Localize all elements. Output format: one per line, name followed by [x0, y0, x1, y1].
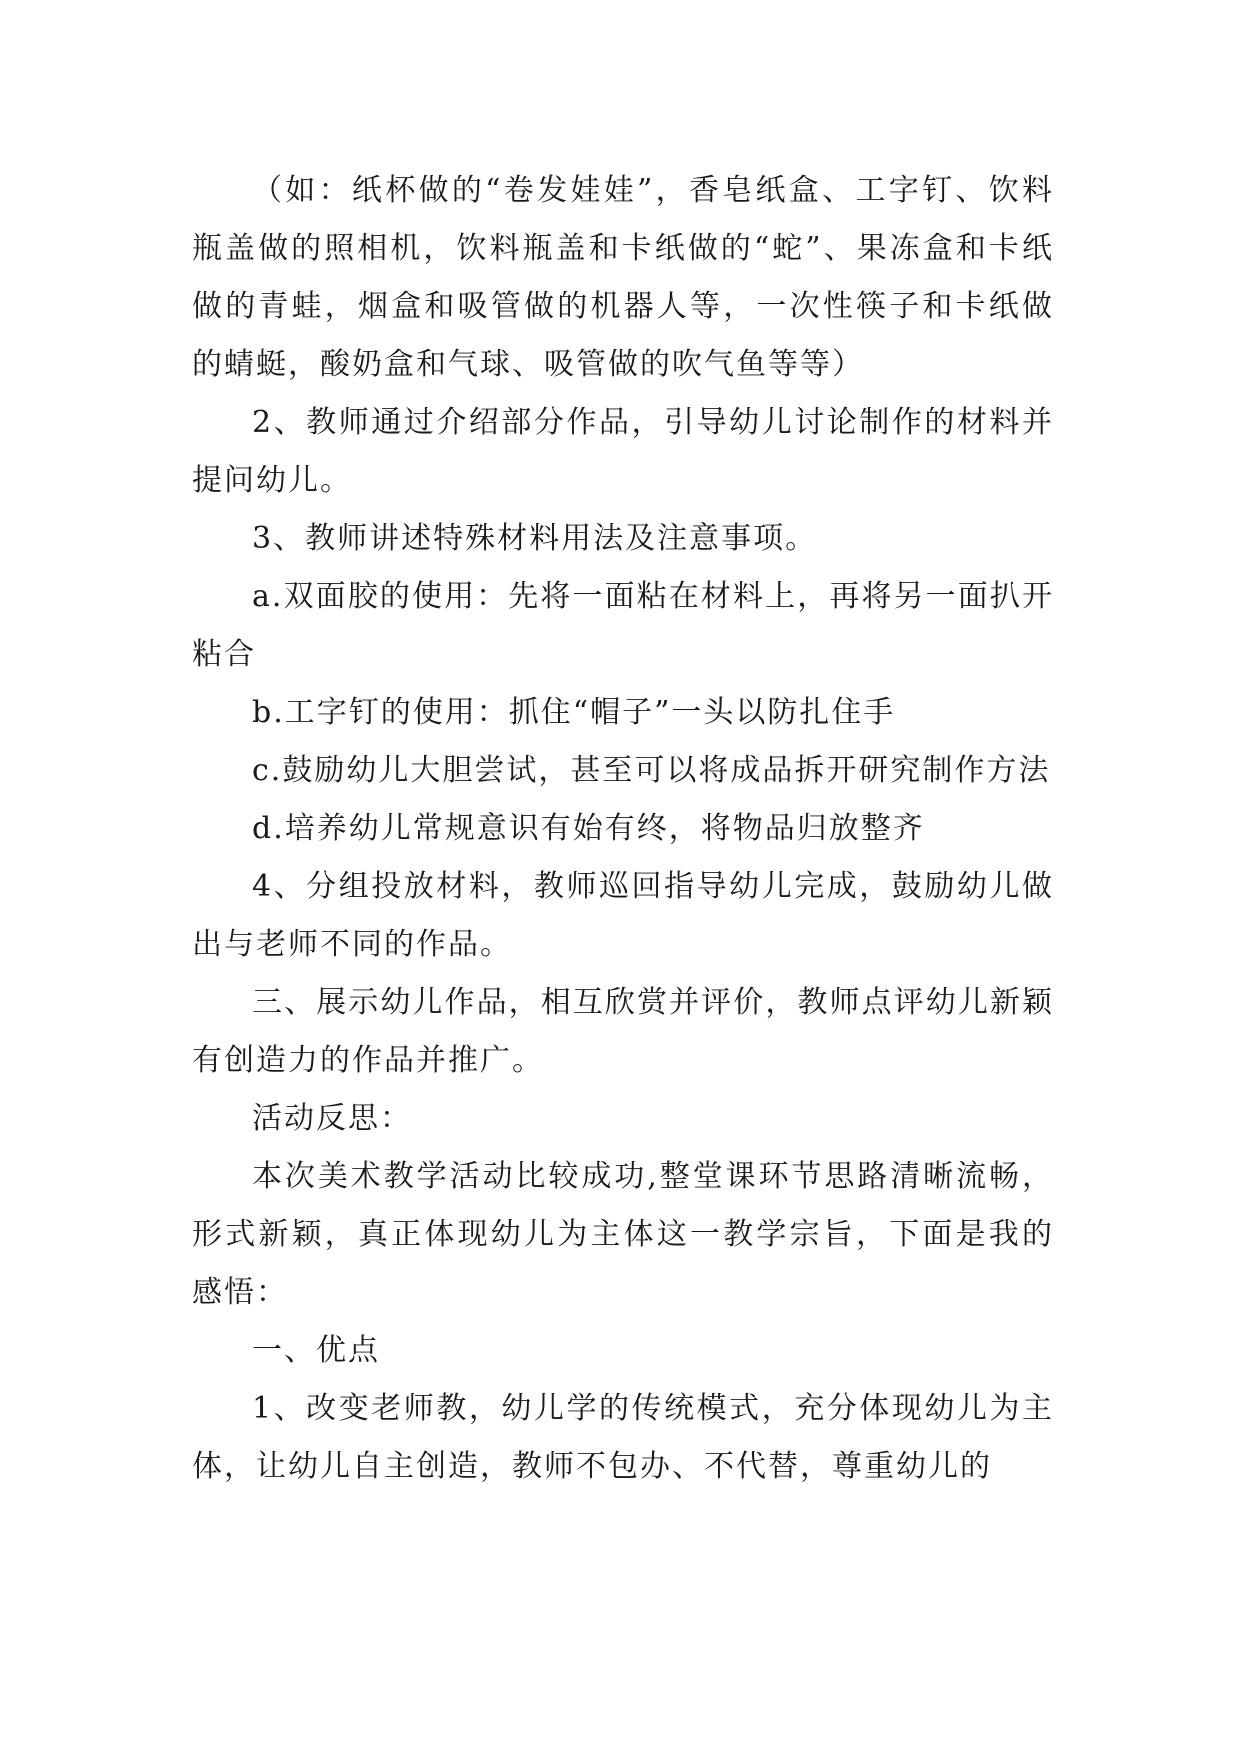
paragraph-advantage-1: 1、改变老师教，幼儿学的传统模式，充分体现幼儿为主体，让幼儿自主创造，教师不包办、不代替，尊重幼儿的: [192, 1391, 1054, 1484]
paragraph-section-3: 三、展示幼儿作品，相互欣赏并评价，教师点评幼儿新颖有创造力的作品并推广。: [192, 985, 1054, 1078]
paragraph-materials-examples: （如：纸杯做的“卷发娃娃”，香皂纸盒、工字钉、饮料瓶盖做的照相机，饮料瓶盖和卡纸做的“蛇”、果冻盒和卡纸做的青蛙，烟盒和吸管做的机器人等，一次性筷子和卡纸做的蜻蜓，酸奶盒和气球、吸管做的吹气鱼等等）: [192, 173, 1054, 382]
heading-advantages: 一、优点: [252, 1333, 380, 1368]
paragraph-item-a: a.双面胶的使用：先将一面粘在材料上，再将另一面扒开粘合: [192, 579, 1054, 672]
heading-reflection: 活动反思：: [252, 1101, 412, 1136]
paragraph-item-b: b.工字钉的使用：抓住“帽子”一头以防扎住手: [252, 695, 896, 730]
paragraph-step-4: 4、分组投放材料，教师巡回指导幼儿完成，鼓励幼儿做出与老师不同的作品。: [192, 869, 1054, 962]
paragraph-step-3: 3、教师讲述特殊材料用法及注意事项。: [252, 521, 818, 556]
paragraph-item-d: d.培养幼儿常规意识有始有终，将物品归放整齐: [252, 811, 925, 846]
document-body: [192, 162, 1054, 1496]
paragraph-item-c: c.鼓励幼儿大胆尝试，甚至可以将成品拆开研究制作方法: [252, 753, 1051, 788]
paragraph-step-2: 2、教师通过介绍部分作品，引导幼儿讨论制作的材料并提问幼儿。: [192, 405, 1054, 498]
paragraph-reflection-intro: 本次美术教学活动比较成功,整堂课环节思路清晰流畅，形式新颖，真正体现幼儿为主体这一教学宗旨，下面是我的感悟：: [192, 1159, 1054, 1310]
